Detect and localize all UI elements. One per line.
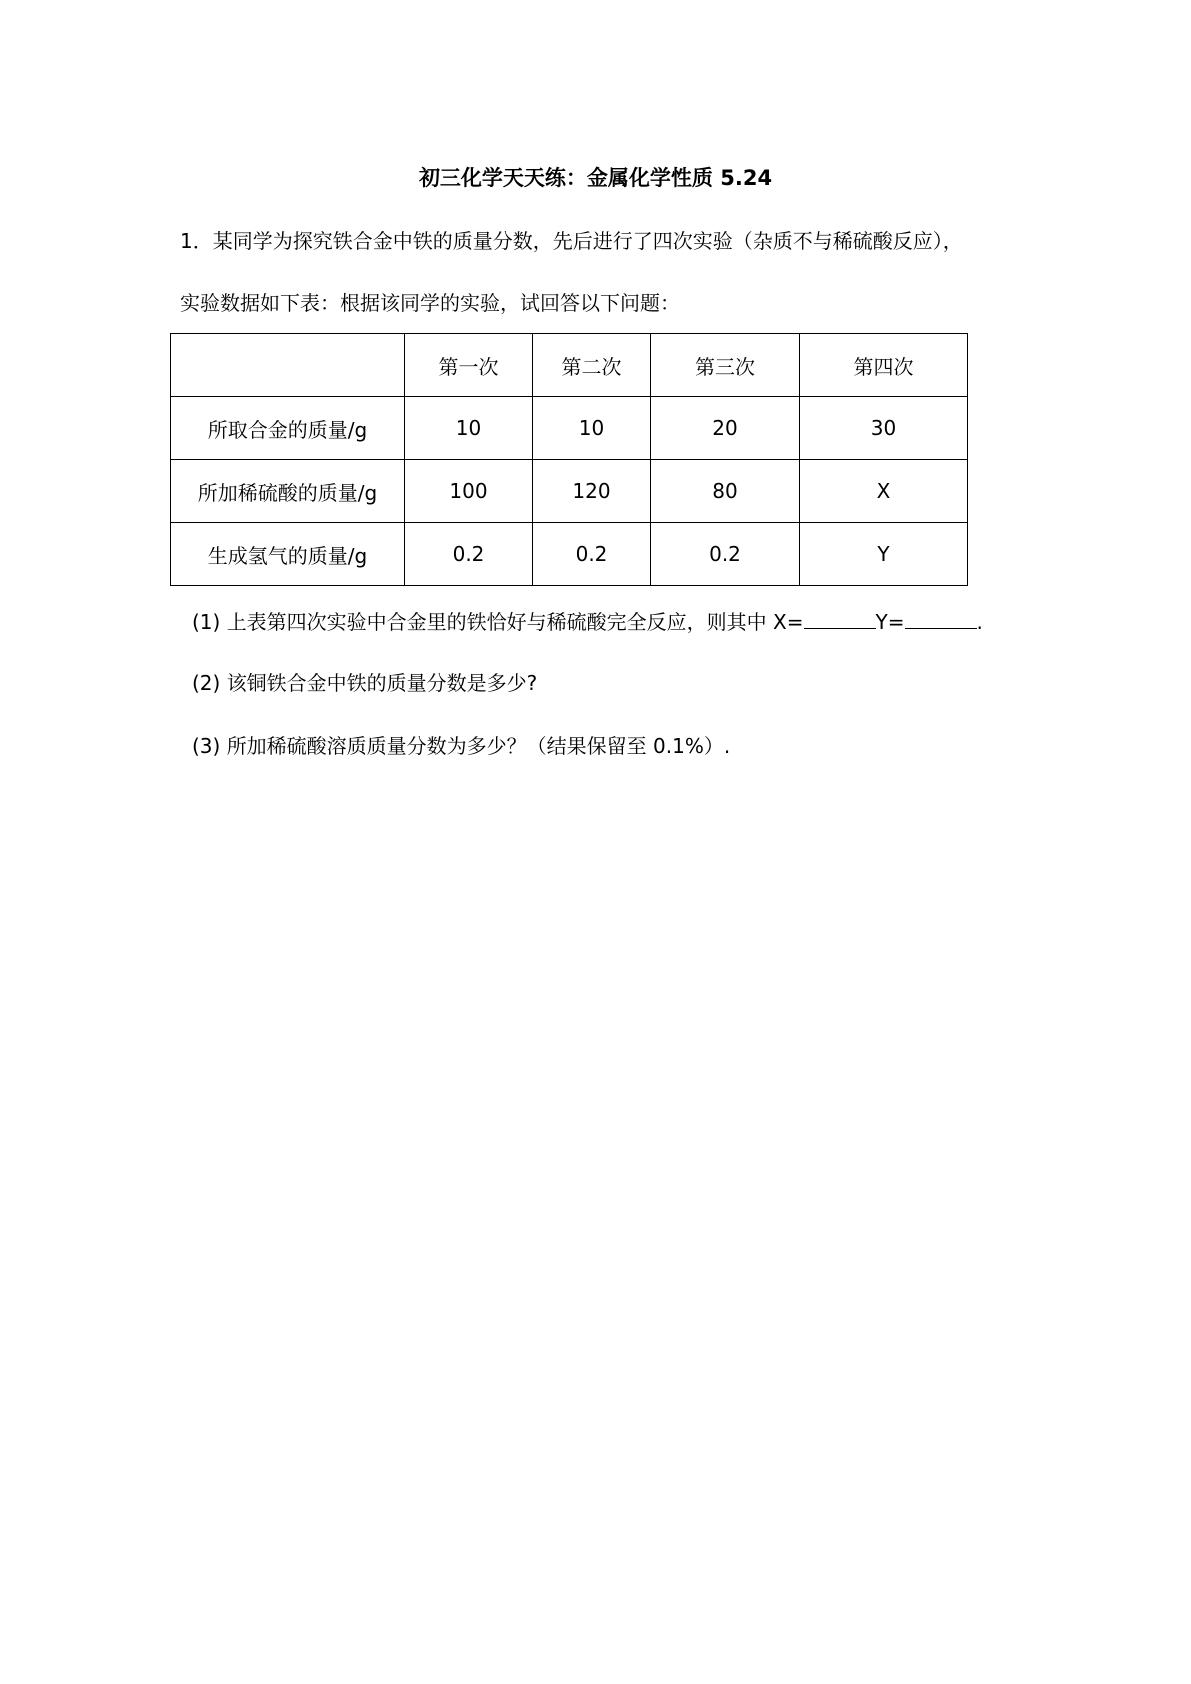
row-label: 所取合金的质量/g (171, 397, 405, 460)
table-header-cell (171, 334, 405, 397)
sub-question-1-text: (1) 上表第四次实验中合金里的铁恰好与稀硫酸完全反应，则其中 X= (192, 610, 804, 634)
table-cell: 10 (533, 397, 651, 460)
table-row (171, 460, 968, 523)
answer-blank-x[interactable] (804, 606, 876, 629)
experiment-data-table (170, 333, 968, 586)
sub-question-1-mid: Y= (875, 610, 905, 634)
table-header-row (171, 334, 968, 397)
table-cell: 30 (800, 397, 968, 460)
table-row (171, 397, 968, 460)
table-row (171, 523, 968, 586)
sub-question-1 (192, 606, 983, 637)
table-header-cell: 第二次 (533, 334, 651, 397)
table-cell: Y (800, 523, 968, 586)
table-cell: 120 (533, 460, 651, 523)
question-intro-line1: 1．某同学为探究铁合金中铁的质量分数，先后进行了四次实验（杂质不与稀硫酸反应）， (180, 229, 963, 253)
table-cell: 0.2 (533, 523, 651, 586)
table-cell: 0.2 (651, 523, 800, 586)
table-header-cell: 第三次 (651, 334, 800, 397)
question-intro-line2: 实验数据如下表：根据该同学的实验，试回答以下问题： (180, 291, 680, 315)
sub-question-3: (3) 所加稀硫酸溶质质量分数为多少？（结果保留至 0.1%）. (192, 734, 731, 758)
sub-question-1-end: . (976, 610, 983, 634)
table-header-cell: 第四次 (800, 334, 968, 397)
table-cell: 10 (405, 397, 533, 460)
table-cell: 20 (651, 397, 800, 460)
table-cell: 100 (405, 460, 533, 523)
row-label: 所加稀硫酸的质量/g (171, 460, 405, 523)
page-title: 初三化学天天练：金属化学性质 5.24 (418, 166, 773, 190)
table-cell: X (800, 460, 968, 523)
table-header-cell: 第一次 (405, 334, 533, 397)
row-label: 生成氢气的质量/g (171, 523, 405, 586)
table-cell: 0.2 (405, 523, 533, 586)
sub-question-2: (2) 该铜铁合金中铁的质量分数是多少? (192, 671, 538, 695)
answer-blank-y[interactable] (905, 606, 977, 629)
table-cell: 80 (651, 460, 800, 523)
